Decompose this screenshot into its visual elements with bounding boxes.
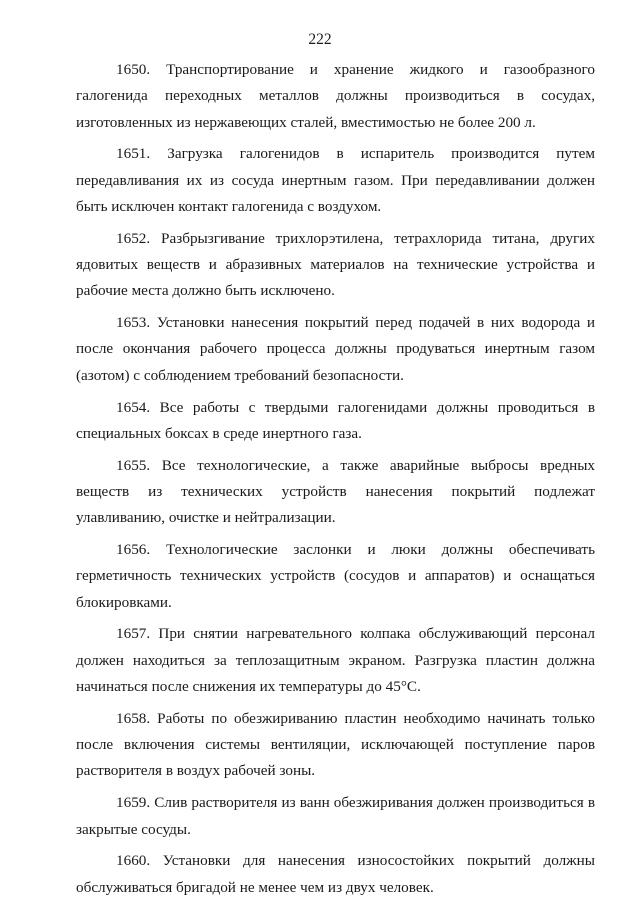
paragraph-1654: 1654. Все работы с твердыми галогенидами должны проводиться в специальных боксах в среде инертного газа.	[76, 398, 595, 442]
paragraph-1660: 1660. Установки для нанесения износостойких покрытий должны обслуживаться бригадой не менее чем из двух человек.	[76, 852, 595, 896]
document-body	[76, 57, 595, 906]
paragraph-1656: 1656. Технологические заслонки и люки должны обеспечивать герметичность технических устройств (сосудов и аппаратов) и оснащаться блокировками.	[76, 541, 595, 611]
paragraph-1653: 1653. Установки нанесения покрытий перед подачей в них водорода и после окончания рабочего процесса должны продуваться инертным газом (азотом) с соблюдением требований безопасности.	[76, 314, 595, 384]
paragraph-1658: 1658. Работы по обезжириванию пластин необходимо начинать только после включения системы вентиляции, исключающей поступление паров растворителя в воздух рабочей зоны.	[76, 709, 595, 780]
page-number: 222	[308, 31, 332, 48]
paragraph-1655: 1655. Все технологические, а также аварийные выбросы вредных веществ из технических устройств нанесения покрытий подлежат улавливанию, очистке и нейтрализации.	[76, 456, 595, 527]
paragraph-1651: 1651. Загрузка галогенидов в испаритель производится путем передавливания их из сосуда инертным газом. При передавливании должен быть исключен контакт галогенида с воздухом.	[76, 145, 595, 215]
paragraph-1652: 1652. Разбрызгивание трихлорэтилена, тетрахлорида титана, других ядовитых веществ и абразивных материалов на технические устройства и рабочие места должно быть исключено.	[76, 229, 595, 300]
paragraph-1659: 1659. Слив растворителя из ванн обезжиривания должен производиться в закрытые сосуды.	[76, 794, 595, 838]
paragraph-1657: 1657. При снятии нагревательного колпака обслуживающий персонал должен находиться за теплозащитным экраном. Разгрузка пластин должна начинаться после снижения их температуры до 45°C.	[76, 625, 595, 696]
paragraph-1650: 1650. Транспортирование и хранение жидкого и газообразного галогенида переходных металлов должны производиться в сосудах, изготовленных из нержавеющих сталей, вместимостью не более 200 л.	[76, 61, 595, 131]
